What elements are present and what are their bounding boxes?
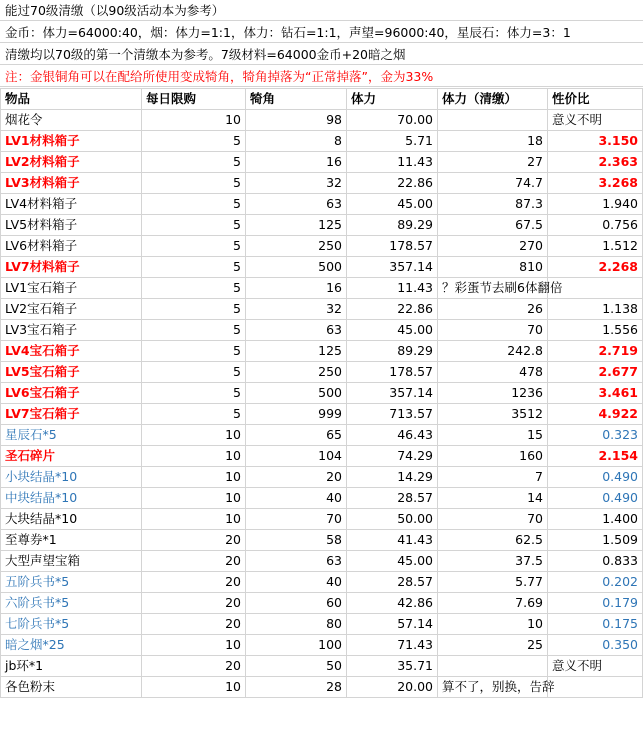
table-row (1, 572, 643, 593)
item-name-cell: LV5宝石箱子 (1, 362, 142, 383)
horn-cost-cell: 20 (246, 467, 347, 488)
stamina-clear-cell: 15 (438, 425, 548, 446)
stamina-clear-cell: 25 (438, 635, 548, 656)
header-cell: 犄角 (246, 89, 347, 110)
stamina-clear-cell: 810 (438, 257, 548, 278)
stamina-cell: 357.14 (347, 383, 438, 404)
stamina-clear-cell: ？彩蛋节去刷6体翻倍 (438, 278, 548, 299)
daily-limit-cell: 20 (142, 614, 246, 635)
item-name-cell: 大块结晶*10 (1, 509, 142, 530)
daily-limit-cell: 10 (142, 110, 246, 131)
daily-limit-cell: 20 (142, 593, 246, 614)
stamina-cell: 41.43 (347, 530, 438, 551)
stamina-cell: 71.43 (347, 635, 438, 656)
item-name-cell: LV7材料箱子 (1, 257, 142, 278)
item-name-cell: LV6材料箱子 (1, 236, 142, 257)
item-name-cell: LV2材料箱子 (1, 152, 142, 173)
horn-cost-cell: 32 (246, 173, 347, 194)
value-ratio-cell: 0.350 (548, 635, 643, 656)
horn-cost-cell: 70 (246, 509, 347, 530)
stamina-cell: 50.00 (347, 509, 438, 530)
stamina-cell: 89.29 (347, 215, 438, 236)
stamina-cell: 5.71 (347, 131, 438, 152)
daily-limit-cell: 5 (142, 215, 246, 236)
stamina-clear-cell: 算不了，别换，告辞 (438, 677, 548, 698)
daily-limit-cell: 5 (142, 152, 246, 173)
note-line-3: 清缴均以70级的第一个清缴本为参考。7级材料=64000金币+20暗之烟 (0, 44, 643, 65)
table-row (1, 677, 643, 698)
item-name-cell: LV1材料箱子 (1, 131, 142, 152)
stamina-clear-cell: 27 (438, 152, 548, 173)
item-name-cell: 烟花令 (1, 110, 142, 131)
value-ratio-cell: 0.490 (548, 488, 643, 509)
item-name-cell: LV6宝石箱子 (1, 383, 142, 404)
horn-cost-cell: 58 (246, 530, 347, 551)
stamina-cell: 20.00 (347, 677, 438, 698)
daily-limit-cell: 20 (142, 572, 246, 593)
header-cell: 体力（清缴） (438, 89, 548, 110)
horn-cost-cell: 63 (246, 320, 347, 341)
item-name-cell: 至尊券*1 (1, 530, 142, 551)
daily-limit-cell: 5 (142, 383, 246, 404)
stamina-cell: 11.43 (347, 152, 438, 173)
stamina-cell: 14.29 (347, 467, 438, 488)
daily-limit-cell: 5 (142, 173, 246, 194)
value-ratio-cell: 2.363 (548, 152, 643, 173)
horn-cost-cell: 16 (246, 278, 347, 299)
value-ratio-cell: 0.202 (548, 572, 643, 593)
table-row (1, 257, 643, 278)
header-row (1, 89, 643, 110)
value-ratio-cell: 0.490 (548, 467, 643, 488)
table-row (1, 320, 643, 341)
note-line-1: 能过70级清缴（以90级活动本为参考） (0, 0, 643, 21)
stamina-cell: 28.57 (347, 488, 438, 509)
stamina-cell: 45.00 (347, 320, 438, 341)
stamina-cell: 22.86 (347, 299, 438, 320)
item-name-cell: 大型声望宝箱 (1, 551, 142, 572)
item-name-cell: 中块结晶*10 (1, 488, 142, 509)
table-row (1, 509, 643, 530)
stamina-clear-cell: 270 (438, 236, 548, 257)
item-name-cell: 圣石碎片 (1, 446, 142, 467)
note-line-4: 注：金银铜角可以在配给所使用变成犄角，犄角掉落为“正常掉落”，金为33% (0, 66, 643, 87)
daily-limit-cell: 5 (142, 131, 246, 152)
horn-cost-cell: 999 (246, 404, 347, 425)
horn-cost-cell: 50 (246, 656, 347, 677)
table-row (1, 383, 643, 404)
stamina-clear-cell: 3512 (438, 404, 548, 425)
horn-cost-cell: 32 (246, 299, 347, 320)
value-ratio-cell: 0.175 (548, 614, 643, 635)
stamina-clear-cell: 14 (438, 488, 548, 509)
daily-limit-cell: 10 (142, 677, 246, 698)
value-ratio-cell: 2.268 (548, 257, 643, 278)
value-ratio-cell: 2.677 (548, 362, 643, 383)
item-name-cell: LV3材料箱子 (1, 173, 142, 194)
item-name-cell: jb环*1 (1, 656, 142, 677)
table-row (1, 194, 643, 215)
horn-cost-cell: 40 (246, 572, 347, 593)
horn-cost-cell: 65 (246, 425, 347, 446)
horn-cost-cell: 63 (246, 551, 347, 572)
item-name-cell: 七阶兵书*5 (1, 614, 142, 635)
stamina-clear-cell: 70 (438, 320, 548, 341)
daily-limit-cell: 5 (142, 278, 246, 299)
daily-limit-cell: 20 (142, 551, 246, 572)
table-row (1, 488, 643, 509)
horn-cost-cell: 60 (246, 593, 347, 614)
header-cell: 物品 (1, 89, 142, 110)
daily-limit-cell: 10 (142, 509, 246, 530)
daily-limit-cell: 5 (142, 362, 246, 383)
value-ratio-cell: 0.179 (548, 593, 643, 614)
item-name-cell: LV1宝石箱子 (1, 278, 142, 299)
stamina-clear-cell: 87.3 (438, 194, 548, 215)
header-cell: 性价比 (548, 89, 643, 110)
value-ratio-cell: 1.400 (548, 509, 643, 530)
value-ratio-cell: 意义不明 (548, 656, 643, 677)
stamina-clear-cell: 74.7 (438, 173, 548, 194)
stamina-clear-cell: 62.5 (438, 530, 548, 551)
horn-cost-cell: 500 (246, 257, 347, 278)
stamina-cell: 42.86 (347, 593, 438, 614)
table-row (1, 593, 643, 614)
stamina-cell: 46.43 (347, 425, 438, 446)
stamina-cell: 713.57 (347, 404, 438, 425)
horn-cost-cell: 16 (246, 152, 347, 173)
value-ratio-cell: 1.556 (548, 320, 643, 341)
stamina-cell: 11.43 (347, 278, 438, 299)
daily-limit-cell: 10 (142, 446, 246, 467)
daily-limit-cell: 10 (142, 467, 246, 488)
table-row (1, 362, 643, 383)
header-cell: 体力 (347, 89, 438, 110)
daily-limit-cell: 5 (142, 257, 246, 278)
horn-cost-cell: 80 (246, 614, 347, 635)
item-name-cell: 星辰石*5 (1, 425, 142, 446)
horn-cost-cell: 40 (246, 488, 347, 509)
stamina-clear-cell: 7 (438, 467, 548, 488)
table-row (1, 110, 643, 131)
stamina-cell: 178.57 (347, 362, 438, 383)
item-name-cell: LV4宝石箱子 (1, 341, 142, 362)
table-row (1, 656, 643, 677)
note-line-2: 金币：体力=64000:40，烟：体力=1:1，体力：钻石=1:1，声望=96000:40，星辰石：体力=3：1 (0, 22, 643, 43)
table-row (1, 299, 643, 320)
table-row (1, 551, 643, 572)
horn-cost-cell: 8 (246, 131, 347, 152)
table-row (1, 131, 643, 152)
item-name-cell: 六阶兵书*5 (1, 593, 142, 614)
stamina-clear-cell: 7.69 (438, 593, 548, 614)
daily-limit-cell: 5 (142, 194, 246, 215)
daily-limit-cell: 5 (142, 341, 246, 362)
item-name-cell: 五阶兵书*5 (1, 572, 142, 593)
value-ratio-cell: 意义不明 (548, 110, 643, 131)
stamina-clear-cell: 478 (438, 362, 548, 383)
stamina-cell: 89.29 (347, 341, 438, 362)
horn-cost-cell: 98 (246, 110, 347, 131)
daily-limit-cell: 10 (142, 488, 246, 509)
item-name-cell: 小块结晶*10 (1, 467, 142, 488)
horn-cost-cell: 125 (246, 341, 347, 362)
value-ratio-cell: 4.922 (548, 404, 643, 425)
stamina-clear-cell: 18 (438, 131, 548, 152)
stamina-clear-cell: 70 (438, 509, 548, 530)
daily-limit-cell: 5 (142, 299, 246, 320)
daily-limit-cell: 5 (142, 320, 246, 341)
stamina-clear-cell: 10 (438, 614, 548, 635)
table-row (1, 614, 643, 635)
daily-limit-cell: 5 (142, 404, 246, 425)
item-name-cell: LV7宝石箱子 (1, 404, 142, 425)
stamina-cell: 178.57 (347, 236, 438, 257)
stamina-clear-cell: 26 (438, 299, 548, 320)
stamina-cell: 57.14 (347, 614, 438, 635)
daily-limit-cell: 20 (142, 656, 246, 677)
value-ratio-cell: 2.154 (548, 446, 643, 467)
stamina-clear-cell: 37.5 (438, 551, 548, 572)
table-row (1, 425, 643, 446)
stamina-cell: 22.86 (347, 173, 438, 194)
value-ratio-cell: 1.940 (548, 194, 643, 215)
stamina-clear-cell: 1236 (438, 383, 548, 404)
value-ratio-cell: 1.509 (548, 530, 643, 551)
item-name-cell: LV5材料箱子 (1, 215, 142, 236)
table-row (1, 173, 643, 194)
price-table (0, 88, 643, 698)
table-row (1, 635, 643, 656)
value-ratio-cell (548, 677, 643, 698)
table-row (1, 215, 643, 236)
table-row (1, 404, 643, 425)
value-ratio-cell: 0.756 (548, 215, 643, 236)
daily-limit-cell: 10 (142, 635, 246, 656)
horn-cost-cell: 250 (246, 236, 347, 257)
stamina-cell: 35.71 (347, 656, 438, 677)
value-ratio-cell: 0.323 (548, 425, 643, 446)
stamina-cell: 357.14 (347, 257, 438, 278)
item-name-cell: 暗之烟*25 (1, 635, 142, 656)
horn-cost-cell: 100 (246, 635, 347, 656)
table-row (1, 530, 643, 551)
horn-cost-cell: 104 (246, 446, 347, 467)
daily-limit-cell: 5 (142, 236, 246, 257)
table-row (1, 446, 643, 467)
value-ratio-cell: 0.833 (548, 551, 643, 572)
header-cell: 每日限购 (142, 89, 246, 110)
stamina-cell: 28.57 (347, 572, 438, 593)
value-ratio-cell: 2.719 (548, 341, 643, 362)
horn-cost-cell: 63 (246, 194, 347, 215)
value-ratio-cell: 3.268 (548, 173, 643, 194)
table-row (1, 467, 643, 488)
stamina-clear-cell: 160 (438, 446, 548, 467)
value-ratio-cell: 1.138 (548, 299, 643, 320)
stamina-clear-cell: 67.5 (438, 215, 548, 236)
item-name-cell: LV3宝石箱子 (1, 320, 142, 341)
horn-cost-cell: 125 (246, 215, 347, 236)
item-name-cell: 各色粉末 (1, 677, 142, 698)
value-ratio-cell: 3.150 (548, 131, 643, 152)
daily-limit-cell: 20 (142, 530, 246, 551)
table-row (1, 152, 643, 173)
horn-cost-cell: 500 (246, 383, 347, 404)
item-name-cell: LV4材料箱子 (1, 194, 142, 215)
stamina-clear-cell (438, 656, 548, 677)
item-name-cell: LV2宝石箱子 (1, 299, 142, 320)
table-row (1, 341, 643, 362)
stamina-cell: 70.00 (347, 110, 438, 131)
table-row (1, 236, 643, 257)
stamina-cell: 45.00 (347, 194, 438, 215)
stamina-clear-cell (438, 110, 548, 131)
daily-limit-cell: 10 (142, 425, 246, 446)
table-row (1, 278, 643, 299)
horn-cost-cell: 28 (246, 677, 347, 698)
horn-cost-cell: 250 (246, 362, 347, 383)
stamina-cell: 45.00 (347, 551, 438, 572)
stamina-clear-cell: 5.77 (438, 572, 548, 593)
value-ratio-cell: 1.512 (548, 236, 643, 257)
value-ratio-cell: 3.461 (548, 383, 643, 404)
stamina-clear-cell: 242.8 (438, 341, 548, 362)
stamina-cell: 74.29 (347, 446, 438, 467)
